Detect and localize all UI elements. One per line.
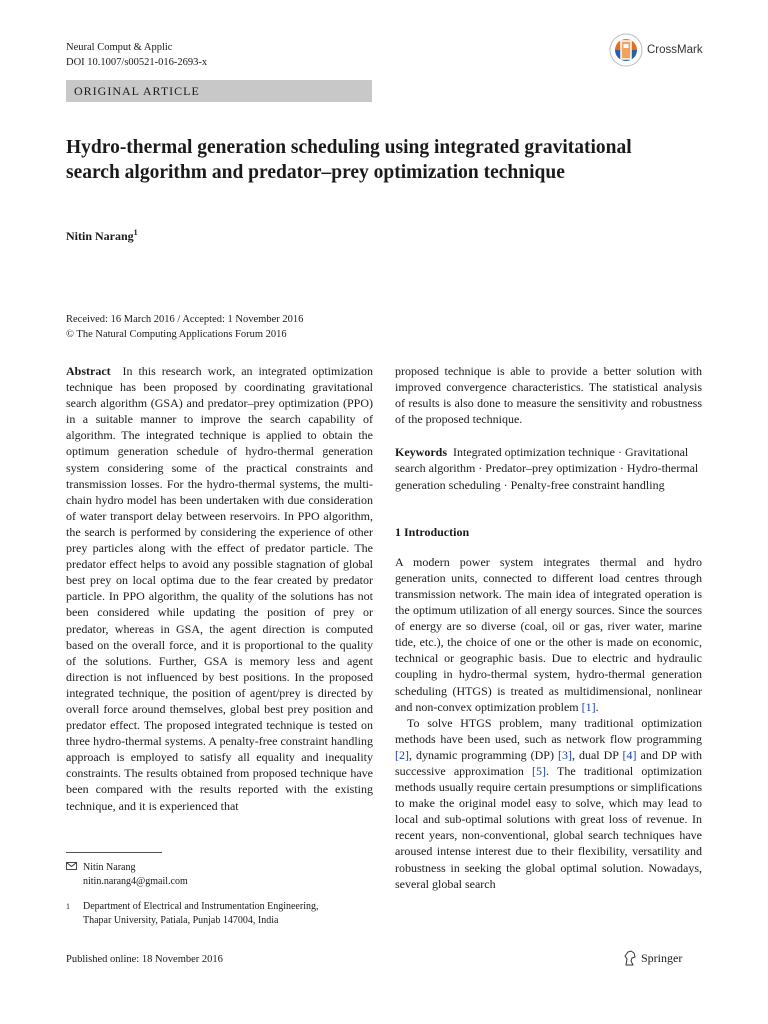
springer-logo[interactable] (623, 950, 682, 966)
author (66, 228, 138, 244)
contact-name: Nitin Narang (83, 862, 136, 873)
footnote-divider (66, 852, 162, 853)
crossmark-icon (609, 33, 643, 67)
affiliation-footnote (66, 900, 318, 927)
springer-horse-icon (623, 950, 637, 966)
journal-name: Neural Comput & Applic (66, 42, 173, 53)
contact-footnote (66, 861, 188, 888)
author-name[interactable]: Nitin Narang (66, 229, 134, 243)
abstract (66, 363, 373, 814)
citation-link[interactable]: [1] (581, 699, 596, 714)
abstract-label: Abstract (66, 364, 111, 378)
intro-p2-text: , dynamic programming (DP) (409, 747, 554, 762)
section-heading-introduction: 1 Introduction (395, 524, 470, 539)
intro-paragraph-2 (395, 715, 702, 892)
keywords (395, 444, 702, 492)
crossmark-badge[interactable] (609, 32, 703, 68)
keywords-text: Integrated optimization technique · Gravitational search algorithm · Predator–prey optimization · Hydro-thermal generation scheduling · Penalty-free constraint handling (395, 445, 699, 492)
citation-link[interactable]: [2] (395, 747, 409, 762)
intro-p2-text: . The traditional optimization methods usually require certain presumptions or simplifications to make the original model easy to solve, which may lead to local and sub-optimal solutions with great loss of revenue. In recent years, non-conventional, global search techniques have aroused intense interest due to their flexibility, versatility and robustness in seeking the global optimal solution. Nowadays, several global search (395, 763, 702, 891)
citation-link[interactable]: [4] (622, 747, 637, 762)
abstract-text: In this research work, an integrated optimization technique has been proposed by coordinating gravitational search algorithm (GSA) and predator–prey optimization (PPO) in a suitable manner to improve the search capability of algorithm. The integrated technique is applied to obtain the optimum generation schedule of hydro-thermal generation system considering some of the practical constraints and transmission losses. For the hydro-thermal systems, the multi-chain hydro model has been undertaken with due consideration of water transport delay between reservoirs. In PPO algorithm, the search is performed by considering the experience of other prey particles along with the effect of predator particle. The predator effect helps to avoid any possible stagnation of global best prey on local optima due to the fear created by predator particle. In PPO algorithm, the quality of the solutions has not been considered while updating the position of prey or predator, whereas in GSA, the agent direction is computed based on the overall force, and it is proportional to the quality of the solutions. Further, GSA is memory less and agent direction is not influenced by best positions. In the proposed integrated technique, the position of agent/prey is directed by overall force around themselves, global best prey position and predator effect. The proposed integrated technique is tested on three hydro-thermal systems. A penalty-free constraint handling approach is employed to satisfy all equality and inequality constraints. The results obtained from proposed technique have been compared with the results reported with the existing technique, and it is experienced that (66, 364, 374, 813)
left-column (66, 363, 373, 814)
envelope-icon (66, 861, 83, 875)
paper-title: Hydro-thermal generation scheduling using integrated gravitational search algorithm and predator–prey optimization technique (66, 137, 632, 183)
intro-p2-text: and DP with successive approximation (395, 747, 703, 778)
contact-email[interactable]: nitin.narang4@gmail.com (83, 875, 188, 887)
keywords-label: Keywords (395, 445, 447, 460)
intro-p1-end: . (595, 699, 599, 714)
article-type-banner: ORIGINAL ARTICLE (66, 80, 372, 102)
intro-p2-text: , dual DP (571, 747, 619, 762)
published-date: Published online: 18 November 2016 (66, 954, 223, 965)
affiliation-mark: 1 (133, 228, 138, 237)
doi[interactable]: DOI 10.1007/s00521-016-2693-x (66, 57, 208, 68)
journal-info (66, 40, 207, 70)
affiliation-line: Thapar University, Patiala, Punjab 147004, India (83, 914, 279, 926)
citation-link[interactable]: [3] (557, 747, 572, 762)
citation-link[interactable]: [5] (532, 763, 547, 778)
intro-paragraph-1 (395, 554, 702, 715)
copyright: © The Natural Computing Applications Forum 2016 (66, 329, 287, 340)
received-accepted: Received: 16 March 2016 / Accepted: 1 November 2016 (66, 314, 304, 325)
right-column (395, 363, 702, 892)
affiliation-number: 1 (66, 902, 70, 911)
article-dates (66, 312, 303, 342)
intro-p1-text: A modern power system integrates thermal and hydro generation units, connected to different load centres through transmission network. The main idea of integrated operation is the optimum utilization of all energy sources. Since the sources of energy are so diverse (coal, oil or gas, river water, marine tide, etc.), the choice of one or the other is made on economic, technical or geographic basis. Due to electric and hydraulic coupling in hydro-thermal system, hydro-thermal generation scheduling (HTGS) is treated as multidimensional, nonlinear and non-convex optimization problem (395, 554, 702, 714)
intro-p2-text: To solve HTGS problem, many traditional optimization methods have been used, such as network flow programming (395, 715, 702, 746)
abstract-continuation: proposed technique is able to provide a better solution with improved convergence characteristics. The statistical analysis of results is also done to measure the sensitivity and robustness of the proposed technique. (395, 364, 702, 427)
springer-label: Springer (641, 950, 683, 965)
crossmark-label: CrossMark (647, 44, 703, 56)
affiliation-line: Department of Electrical and Instrumentation Engineering, (83, 901, 319, 912)
